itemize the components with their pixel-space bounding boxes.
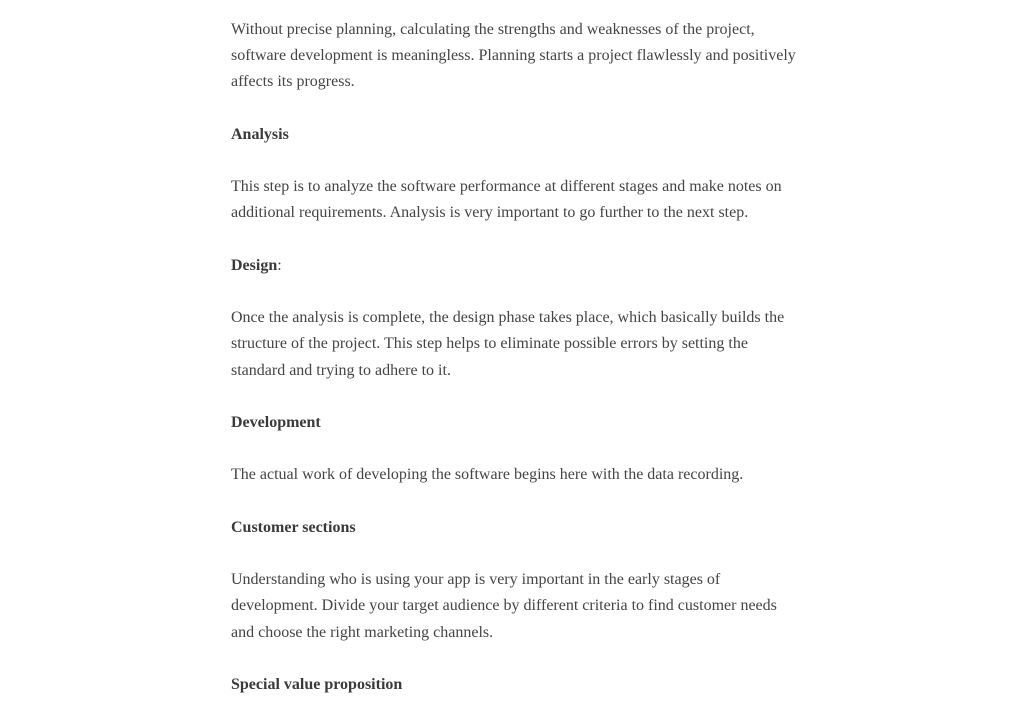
section-body-design: Once the analysis is complete, the design phase takes place, which basically builds the structure of the project. This step helps to eliminate possible errors by setting the standard and trying to adhere to it. xyxy=(231,309,785,379)
heading-text: Customer sections xyxy=(231,518,356,536)
heading-text: Development xyxy=(231,413,321,431)
heading-suffix: : xyxy=(277,256,282,274)
section-heading-design xyxy=(231,253,801,279)
section-heading-customer-sections xyxy=(231,515,801,541)
section-heading-development xyxy=(231,410,801,436)
section-body-development: The actual work of developing the software begins here with the data recording. xyxy=(231,466,744,484)
section-heading-special-value-proposition xyxy=(231,672,801,698)
section-heading-analysis xyxy=(231,122,801,148)
article-body xyxy=(231,17,801,724)
heading-text: Design xyxy=(231,256,278,274)
heading-text: Special value proposition xyxy=(231,675,403,693)
heading-text: Analysis xyxy=(231,125,289,143)
intro-paragraph: Without precise planning, calculating the strengths and weaknesses of the project, software development is meaningless. Planning starts a project flawlessly and positively affects its progress. xyxy=(231,21,796,91)
section-body-customer-sections: Understanding who is using your app is very important in the early stages of development. Divide your target audience by different criteria to find customer needs and choose the right marketing channels. xyxy=(231,571,777,641)
section-body-analysis: This step is to analyze the software performance at different stages and make notes on additional requirements. Analysis is very important to go further to the next step. xyxy=(231,178,782,222)
